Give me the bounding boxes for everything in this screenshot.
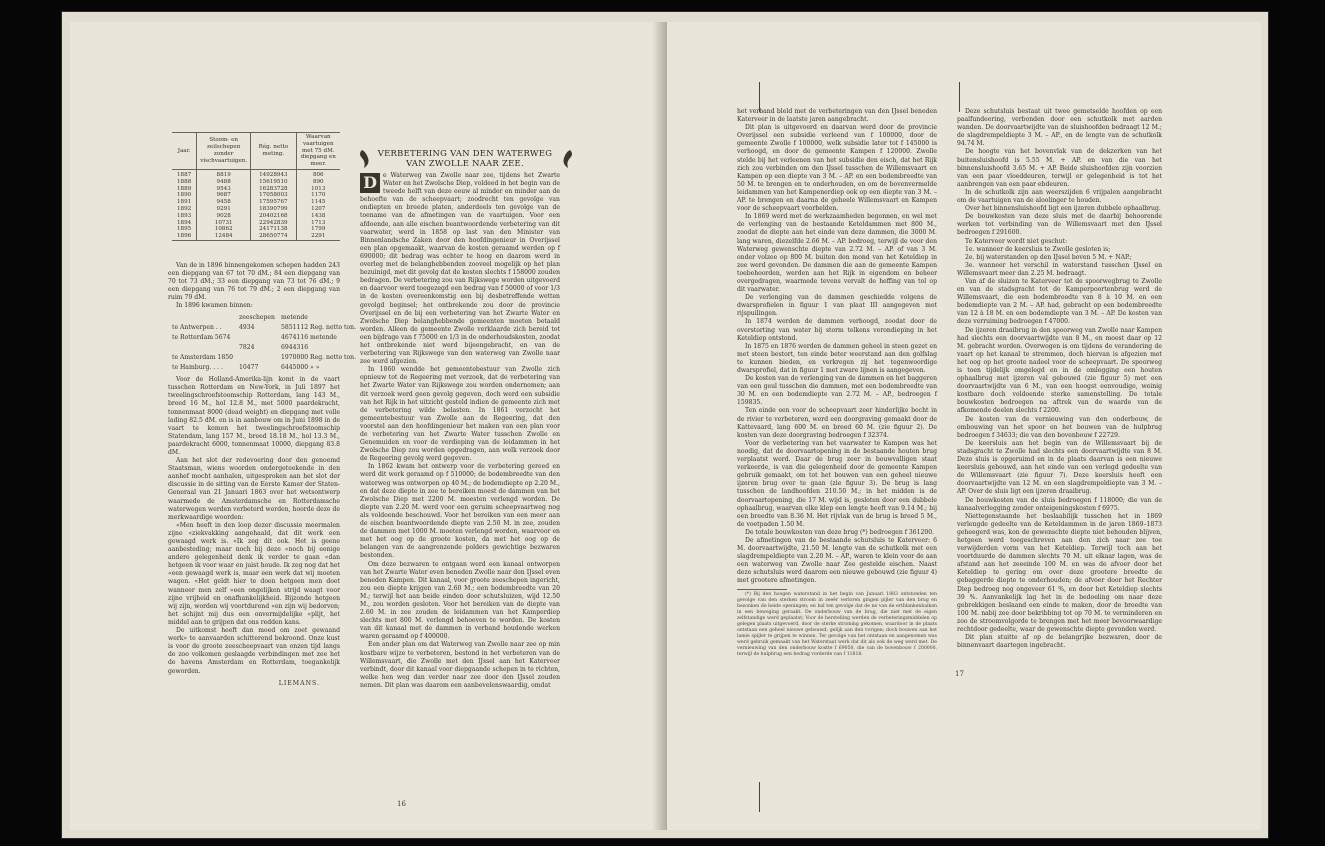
table-cell: 14928943 <box>251 170 296 179</box>
paragraph: Te Katerveer wordt niet geschut: <box>965 237 1068 245</box>
table-cell: 17595767 <box>251 199 296 206</box>
table-row <box>172 226 340 233</box>
ports-body <box>170 324 358 372</box>
article-title-line-1: VERBETERING VAN DEN WATERWEG <box>377 148 553 158</box>
footnote: (*) Bij den hoogen waterstand in het begin van Januari 1883 ontstonden ten gevolge van den sterken stroom in zeeër verloren gingen pijler van den brug en bezonken de beide openingen; en bal ten gevolge dat de ne van de ertblankenbalken in een beweging geraakt. De onderbouw van de brug, die niet met de eigen zelfstandige werd geplaatst; Voor de herstelling werden de verbeteringsmiddelen op gelegen plaats uitgevoerd, door de sterke stroming gekomen, waardoor in de plaats ontstaan een geheel nieuwe gebouwd; gelijk aan den vorigen; doch bouwen aan het lamie spijler te grijpen te winnen. Ter gevolge van het ontstaan en aangenomen was werd gebruik gemaakt van het Waterstaat werk dat dit als ook de weg werd met. De vernieuwing van den onderbouw kostte f 69050, die van de bovenbouw f 200000, terwijl de hulpbrug een bedrag vorderde van f 11818. <box>737 591 937 657</box>
paragraph: De kosten van de vernieuwing van den onderbouw, de ombouwing van het spoor en het bouwen van de hulpbrug bedroegen f 34633; die van den bovenbouw f 22729. <box>957 415 1162 439</box>
article-title-line-2: VAN ZWOLLE NAAR ZEE. <box>406 158 524 168</box>
paragraph: Een ander plan om dat Waterweg van Zwolle naar zee op min kostbare wijze te verbeteren, bestond in het verbeteren van de Willemsvaart, die Zwolle met den IJssel aan het Katerveer verbindt, door dit kanaal voor diepgaande schepen in te richten, welke hen weg dan verder naar zee door den IJssel zouden nemen. Dit plan was daarom een aanbevelenswaardig, omdat <box>360 641 560 689</box>
table-row <box>172 170 340 179</box>
table-cell: 12484 <box>197 233 251 240</box>
port-name: te Rotterdam 5674 <box>172 333 231 341</box>
paragraph: De afmetingen van de bestaande schutsluis te Katerveer: 6 M. doorvaartwijdte, 21.50 M. lengte van de schutkolk met een slagdrempeldiepte van 2.20 M. – AP., waren te klein voor de aan een waterweg van Zwolle naar Zee gestelde eischen. Naast deze schutsluis werd daarom een nieuwe gebouwd (zie figuur 4) met grootere afmetingen. <box>737 536 937 585</box>
table-cell: 10731 <box>197 220 251 227</box>
ports-header-ships: zeeschepen <box>239 313 275 321</box>
table-cell: 9291 <box>197 206 251 213</box>
port-ships: 4934 <box>239 323 255 331</box>
table-cell: 1894 <box>176 219 192 226</box>
table-cell: 1889 <box>176 185 192 192</box>
table-row <box>172 213 340 220</box>
table-row <box>172 179 340 186</box>
table-cell: 1892 <box>176 205 192 212</box>
paragraph: De bouwkosten van de sluis bedroegen f 118000; die van de kanaalverlegging zonder onteigeningskosten f 6975. <box>957 496 1162 512</box>
drop-cap-letter: D <box>360 173 380 193</box>
table-cell: 1888 <box>176 178 192 185</box>
list-item: 3e. wanneer het verschil in waterstand tusschen IJssel en Willemsvaart meer dan 2.25 M. bedraagt. <box>957 261 1162 277</box>
table-cell: 8819 <box>197 170 251 179</box>
table-cell: 16283728 <box>251 186 296 193</box>
table-cell: 1895 <box>176 226 192 233</box>
paragraph: De hoogte van het bovenvlak van de dekzerken van het buitensluishoofd is 5.55 M. + AP. en van die van het binnensluishoofd 3.65 M. + AP. Beide sluishoofden zijn voorzien van een paar vloeddeuren, terwijl er gelegenheid is tot het aanbrengen van een paar ebdeuren. <box>957 148 1162 188</box>
table-row <box>172 186 340 193</box>
table-cell: 2291 <box>296 233 340 240</box>
book-spread <box>62 12 1268 838</box>
paragraph: Voor de verbetering van het vaarwater te Kampen was het noodig, dat de doorvaartopening in de bestaande houten brug verplaatst werd. Daar de brug zeer in bouwvalligen staat verkeerde, is van die gelegenheid door de gemeente Kampen gebruik gemaakt, om tot het bouwen van een geheel nieuwe ijzeren brug over te gaan (zie figuur 3). De brug is lang tusschen de landhoofden 210.50 M.; in het midden is de doorvaartopening, die 17 M. wijd is, gesloten door een dubbele ophaalbrug, waarvan elke klep een lengte heeft van 9.14 M.; bij een breedte van 8.36 M. Het rijvlak van de brug is breed 5 M., de voetpaden 1.50 M. <box>737 439 937 528</box>
left-text-column <box>168 262 357 688</box>
paragraph: In 1896 kwamen binnen: <box>176 302 253 310</box>
list-item: 1e. wanneer de keersluis te Zwolle gesloten is; <box>965 245 1111 253</box>
table-cell: 22942839 <box>251 220 296 227</box>
table-row <box>172 233 340 240</box>
table-cell: 1896 <box>172 233 197 240</box>
paragraph: Aan het slot der redevoering door den genoemd Staatsman, wiens woorden ondergeteekende in den aanhef mocht aanhalen, uitgesproken aan het slot der discussie in de sitting van de Eerste Kamer der Staten-Generaal van 21 Januari 1863 over het wetsontwerp waarmede de Amsterdamsche en Rotterdamsche waterwegen werden verbeterd werden, hoorde deze de merkwaardige woorden: <box>168 457 340 521</box>
port-ships: 10477 <box>239 364 259 372</box>
table-row <box>172 220 340 227</box>
ports-header-tons: metende <box>280 313 308 321</box>
paragraph: De uitkomst heeft dan moed om zoet gewaand werk» te aanvaarden schitterend bekroond. Onze kust is voor de groote zeescheepvaart van onzen tijd langs de zoo volkomen geslaagde verbindingen met zee het de havens Amsterdam en Rotterdam, toegankelijk geworden. <box>168 627 340 675</box>
paragraph: Dit plan is uitgevoerd en daarvan werd door de provincie Overijssel een subsidie verleend van f 100000, door de gemeente Zwolle f 100000, welk subsidie later tot f 145000 is verhoogd, en door de gemeente Kampen f 120000. Zwolle stelde bij het verleenen van het subsidie den eisch, dat het Rijk zich zou verbinden om den IJssel tusschen de Willemsvaart en Kampen op een diepte van 3 M. – AP. en een bodembreedte van 50 M. te brengen en te onderhouden, en om de bovenvermelde leidammen van het Kampenerdiep ook op een diepte van 3 M. – AP. te brengen en daarna de geheele Willemsvaart en Kampen voor de scheepvaart voorbelden. <box>737 124 937 213</box>
paragraph: In 1875 en 1876 werden de dammen geheel in steen gezet en met steen bestort, ten einde beter weerstand aan den golfslag te kunnen bieden, en verkregen zij het tegenwoordige dwarsprofiel, dat in figuur 1 met zware lijnen is aangegeven. <box>737 342 937 374</box>
table-cell: 1438 <box>296 213 340 220</box>
table-cell: 1013 <box>296 186 340 193</box>
table-cell: 1893 <box>176 212 192 219</box>
paragraph: De keersluis aan het begin van de Willemsvaart bij de stadsgracht te Zwolle had slechts een doorvaartwijdte van 8 M. Deze sluis is opgeruimd en in de plaats daarvan is een nieuwe keersluis gebouwd, aan het einde van een verlegd gedeelte van de Willemsvaart (zie figuur 7). Deze keersluis heeft een doorvaartwijdte van 12 M. en een slagdrempeldiepte van 3 M. – AP. Over de sluis ligt een ijzeren draaibrug. <box>957 439 1162 496</box>
table-cell: 1207 <box>296 206 340 213</box>
table-cell: 20402168 <box>251 213 296 220</box>
paragraph: De verlenging van de dammen geschiedde volgens de dwarsprofielen in figuur 1 van plaat III aangegeven met rijspuilingen. <box>737 294 937 318</box>
port-tons: 5851112 Reg. netto ton. <box>280 323 357 331</box>
table-header-deep-vessels: Waarvan vaartuigen met 75 dM. diepgang en meer. <box>296 133 340 170</box>
paragraph: In 1860 wendde het gemeentebestuur van Zwolle zich opnieuw tot de Regeering met verzoek, dat de verbetering van het Zwarte Water van Rijkswege zou worden ondernomen; aan dit verzoek werd geen gevolg gegeven, doch werd een subsidie van het Rijk in het uitzicht gesteld indien de gemeente zich met de verbetering wilde belasten. In 1861 verzocht het gemeentebestuur van Zwolle aan de Regeering, dat den voorstel aan den hoofdingenieur het maken van een plan voor de verbetering van het Zwarte Water tusschen Zwolle en Genemuiden en voor de verdieping van de leidammen in het Zwolsche Diep zou worden opgedragen, aan welk verzoek door de Regeering gevolg werd gegeven. <box>360 366 560 463</box>
table-cell: 9543 <box>197 186 251 193</box>
port-ships: 7824 <box>239 343 255 351</box>
port-name: te Hamburg. . . . <box>172 364 223 372</box>
table-cell: 24171138 <box>251 226 296 233</box>
paragraph: De kosten van de verlenging van de dammen en het baggeren van een geul tusschen die dammen, met een bodembreedte van 30 M. en een bodemdiepte van 2.72 M. – AP., bedroegen f 159835. <box>737 375 937 407</box>
paragraph: In 1874 werden de dammen verhoogd, zoodat door de overstorting van water bij storm telkens verondieping in het Keteldiep ontstond. <box>737 318 937 342</box>
port-row <box>170 354 358 362</box>
port-name: te Amsterdam 1850 <box>172 353 234 361</box>
paragraph: In 1869 werd met de werkzaamheden begonnen, en wel met de verlenging van de bestaande Keteldammen met 800 M., zoodat de diepte aan het einde van deze dammen, die 3000 M. lang waren, diezelfde 2.66 M. – AP. bedroeg, terwijl de voor den Waterweg gewenschte diepte van 2.72 M. – AP. of van 3 M. onder volzee op 800 M. buiten den mond van het Keteldiep in zee werd gevonden. De dammen die aan de gemeente Kampen toebehoorden, werden aan het Rijk in eigendom en beheer overgedragen, waarmede tevens vervalt de heffing van tol op dit vaarwater. <box>737 213 937 294</box>
table-row <box>172 206 340 213</box>
paragraph: het verband bleld met de verbeteringen van den IJssel beneden Katerveer in de laatste jaren aangebracht. <box>737 108 937 124</box>
table-cell: 890 <box>296 179 340 186</box>
paragraph: Over het binnensluishoofd ligt een ijzeren dubbele ophaalbrug. <box>965 205 1161 213</box>
paragraph: e Waterweg van Zwolle naar zee, tijdens het Zwarte Water en het Zwolsche Diep, voldeed in het begin van de tweede helft van deze eeuw al minder en minder aan de behoefte van de scheepvaart; zoodrecht ten gevolge van ondiepten en breede platen, anderdeels ten gevolge van de toename van de afmetingen van de vaartuigen. Voor een afdoende, aan alle eischen beantwoordende verbetering van dit vaarwater, werd in 1858 op last van den Minister van Binnenlandsche Zaken door den hoofdingenieur in Overijssel een plan opgemaakt, waarvan de kosten geraamd werden op f 690000; dit bedrag was echter te hoog en daarom werd in overleg met de belanghebbenden zooveel mogelijk op het plan bezuinigd, met dit gevolg dat de kosten slechts f 158000 zouden bedragen. De verbetering zou van Rijkswege worden uitgevoerd en daarvoor werd toegezegd een bedrag van f 50000 of voor 1/3 in de kosten overeenkomstig een bij desbetreffende wetten gevolgd beginsel; het ontbrekende zou door de provincie Overijssel en de bij een verbetering van het Zwarte Water en Zwolsche Diep belanghebbende gemeenten moeten betaald worden. Alleen de gemeente Zwolle verklaarde zich bereid tot een bijdrage van f 75000 en 1/3 in de onderhoudskosten, zoodat het ontbrekende niet werd bijeengebracht, en van de verbetering van Rijkswege van den waterweg van Zwolle naar zee werd afgezien. <box>360 172 560 366</box>
right-text-column-b <box>957 108 1162 650</box>
table-cell: 10862 <box>197 226 251 233</box>
table-cell: 9687 <box>197 192 251 199</box>
port-row <box>170 324 358 332</box>
table-cell: 1170 <box>296 192 340 199</box>
port-tons: 6445000 » » <box>280 364 320 372</box>
port-row <box>170 334 358 342</box>
paragraph: Niettegenstaande het beslaabilijk tusschen het in 1869 verlengde gedeelte van de Keteldammen in de jaren 1869–1873 geheegerd was, kon de gewenschte diepte niet behouden blijven, hetgeen werd toegeschreven aan den zich naar zee toe verwijderden vorm van het Keteldiep. Terwijl toch aan het voortduurde de dammen slechts 70 M. uit elkaar lagen, was de afstand aan het zeeeinde 100 M. en was de afvoer door het Keteldiep te gering om over deze grootere breedte de gebaggerde diepte te onderhouden; de afvoer door het Rechter Diep bedroeg nog ongeveer 61 %, en door het Keteldiep slechts 39 %. Aanvankelijk lag het in de bedoeling om naar deze gebrekkigen beslaand een einde te maken, door de breedte van 100 M. nabij zee door bekribbing tot op 70 M. te verminderen en zoo de stroomvolgorde te brengen met het meer bevoorwaardige rechtdoor gedeelte, waar de gewenschte diepte gevonden werd. <box>957 512 1162 633</box>
table-header-ships: Stoom- en zeilschepen zonder vischvaartuigen. <box>197 133 251 170</box>
table-cell: 806 <box>296 170 340 179</box>
table-body <box>172 170 340 241</box>
quotation: «Men heeft in den loop dezer discussie meermalen zijne «ziekvakking aangehaald, dat dit werk een gewaagd werk is. «Ik zeg dit ook. Het is geene aanbesteding; maar noch bij deze «noch bij eenige andere gelegenheid denk ik verder te gaan «dan hetgeen ik voor waar en juist houde. Ik zeg nog dat het «een gewaagd werk is, maar een werk dat wij moeten wagen. «Het geldt hier te doen hetgeen men doet wanneer men zelf «een ongelijken strijd waagt voor zijne vrijheid en onafhankelijkheid. Bijzonde hetgeen wij zijn, worden wij voortdurend «en zijn wij bedorven; het schijnt mij dus een onvermijdelijke «plijt, het middel aan te grijpen dat ons redden kans. <box>168 521 340 626</box>
paragraph: Van af de sluizen te Katerveer tot de spoorwegbrug te Zwolle en van de stadsgracht tot de Kamperpoortenbrug werd de Willemsvaart, die een bodembreedte van 8 à 10 M. en een bodemdiepte van 2 M. – AP. had, gebracht op een bodembreedte van 12 à 18 M. en een bodemdiepte van 3 M. – AP. De kosten van deze verruiming bedroegen f 47000. <box>957 277 1162 326</box>
table-row <box>172 192 340 199</box>
paragraph: Dit plan stuitte af op de belangrijke bezwaren, door de binnenvaart daartegen ingebracht. <box>957 634 1162 650</box>
table-row <box>172 199 340 206</box>
table-cell: 1890 <box>176 192 192 199</box>
table-cell: 15619510 <box>251 179 296 186</box>
port-row <box>170 344 358 352</box>
paragraph: Van de in 1896 binnengekomen schepen hadden 243 een diepgang van 67 tot 70 dM.; 84 een diepgang van 70 tot 73 dM.; 33 een diepgang van 73 tot 76 dM.; 9 een diepgang van 76 tot 79 dM.; 2 een diepgang van ruim 79 dM. <box>168 262 340 302</box>
port-ships <box>237 334 277 342</box>
port-name: te Antwerpen . . <box>172 323 222 331</box>
table-header-tonnage: Rég. netto meting. <box>251 133 296 170</box>
paragraph: De ijzeren draaibrug in den spoorweg van Zwolle naar Kampen had slechts een doorvaartwijdte van 8 M., en moest daar op 12 M. gebracht worden. Overwogen is om tijdens de verandering de vaart op het kanaal te stremmen, doch hiervan is afgezien met het oog op het groote nadeel voor de scheepvaart. De spoorweg is toen tijdelijk omgelegd en in de omlegging een houten ophaalbrug met ijzeren val gebouwd (zie figuur 5) met een doorvaartwijdte van 6 M., van een hoogst eenvoudige, weinig kostbare doch voldoende sterke samenstelling. De totale bouwkosten bedroegen na aftrek van de waarde van de afkomende deelen slechts f 2200. <box>957 326 1162 415</box>
paragraph: Ten einde een voor de scheepvaart zeer hinderlijke bocht in de rivier te verbeteren, werd een doorgraving gemaakt door de Kattevaard, lang 600 M. en breed 60 M. (zie figuur 2). De kosten van deze doorgraving bedroegen f 32374. <box>737 407 937 439</box>
paragraph: Voor de Holland-Amerika-lijn komt in de vaart tusschen Rotterdam en New-York, in Juli 1897 het tweelingschroefstoomschip Rotterdam, lang 143 M., breed 16 M., hol 12.8 M., met 5000 paardekracht, tonnenmaat 8000 (dead weight) en diepgang met volle lading 82.5 dM. en is in aanbouw om in Juni 1898 in de vaart te komen het tweelingschroefstoomschip Statendam, lang 157 M., breed 18.18 M., hol 13.3 M., paardekracht 6000, tonnenmaat 10000, diepgang 83.8 dM. <box>168 376 340 456</box>
paragraph: Om deze bezwaren te ontgaan werd een kanaal ontworpen van het Zwarte Water even beneden Zwolle naar den IJssel even beneden Kampen. Dit kanaal, voor groote zeeschepen ingericht, zou een diepte krijgen van 2.60 M.; een bodembreedte van 20 M.; terwijl het aan beide einden door schutsluizen, wijd 12.50 M., zou worden gesloten. Voor het bereiken van de diepte van 2.60 M. in zee zouden de leidammen van het Kamperdiep slechts met 800 M. verlengd behoeven te worden. De kosten van dit kanaal met de dammen in verband houdende werken waren geraamd op f 400000. <box>360 560 560 641</box>
port-tons: 6944316 <box>280 343 309 351</box>
paragraph: In 1862 kwam het ontwerp voor de verbetering gereed en werd dit werk geraamd op f 510000; de bodembreedte van den waterweg was ontworpen op 40 M.; de bodemdiepte op 2.20 M., en dat deze diepte in zee te bereiken moest de dammen van het Zwolsche Diep met 2200 M. moesten verlengd worden. De diepte van 2.20 M. werd voor een geruim scheepvaartweg nog als voldoende beschouwd. Voor het bereiken van een meer aan de eischen beantwoordende diepte van 2.50 M. in zee, zouden de dammen met 1000 M. moeten verlengd worden, waarvoor en met het oog op de groote kosten, da met het oog op de belangen van de aangrenzende polders gewichtige bezwaren bestonden. <box>360 463 560 560</box>
port-ships <box>237 354 277 362</box>
table-header-year: Jaar. <box>172 133 197 170</box>
footnote-divider <box>737 589 787 590</box>
port-tons: 4674116 metende <box>280 333 337 341</box>
list-item: 2e. bij waterstanden op den IJssel boven 5 M. + NAP.; <box>965 253 1132 261</box>
margin-line <box>759 782 760 812</box>
table-cell: 9488 <box>197 179 251 186</box>
table-cell: 1145 <box>296 199 340 206</box>
center-text-column <box>360 172 560 690</box>
paragraph: In de schutkolk zijn aan weerszijden 6 vrijpalen aangebracht om de vaartuigen van de aloolinger te houden. <box>957 188 1162 205</box>
paragraph: De totale bouwkosten van deze brug (*) bedroegen f 361200. <box>745 528 935 536</box>
table-cell: 1887 <box>176 172 192 178</box>
table-cell: 1799 <box>296 226 340 233</box>
right-text-column-a <box>737 108 937 658</box>
table-cell: 9028 <box>197 213 251 220</box>
table-cell: 1891 <box>176 199 192 206</box>
port-row <box>170 364 358 372</box>
table-cell: 1713 <box>296 220 340 227</box>
paragraph: De bouwkosten van deze sluis met de daarbij behoorende werken tot verbinding van de Willemsvaart met den IJssel bedroegen f 291600. <box>957 213 1162 237</box>
port-tons: 1970000 Reg. netto ton. <box>280 353 357 361</box>
table-cell: 18390799 <box>251 206 296 213</box>
page-number-right: 17 <box>955 670 964 678</box>
port-name <box>170 344 235 352</box>
ports-table <box>168 312 360 375</box>
table-cell: 9458 <box>197 199 251 206</box>
left-page <box>70 22 666 830</box>
right-page <box>667 22 1261 830</box>
table-cell: 17058003 <box>251 192 296 199</box>
page-number-left: 16 <box>397 800 406 808</box>
table-cell: 28650774 <box>251 233 296 240</box>
author-signature: LIEMANS. <box>278 679 320 687</box>
shipping-statistics-table <box>172 132 340 241</box>
paragraph: Deze schutsluis bestaat uit twee gemetselde hoofden op een paalfundeering, verbonden door een schutkolk met aarden wanden. De doorvaartwijdte van de sluishoofden bedraagt 12 M.; de slagdrempeldiepte 3 M. – AP., en de lengte van de schutkolk 94.74 M. <box>957 108 1162 148</box>
